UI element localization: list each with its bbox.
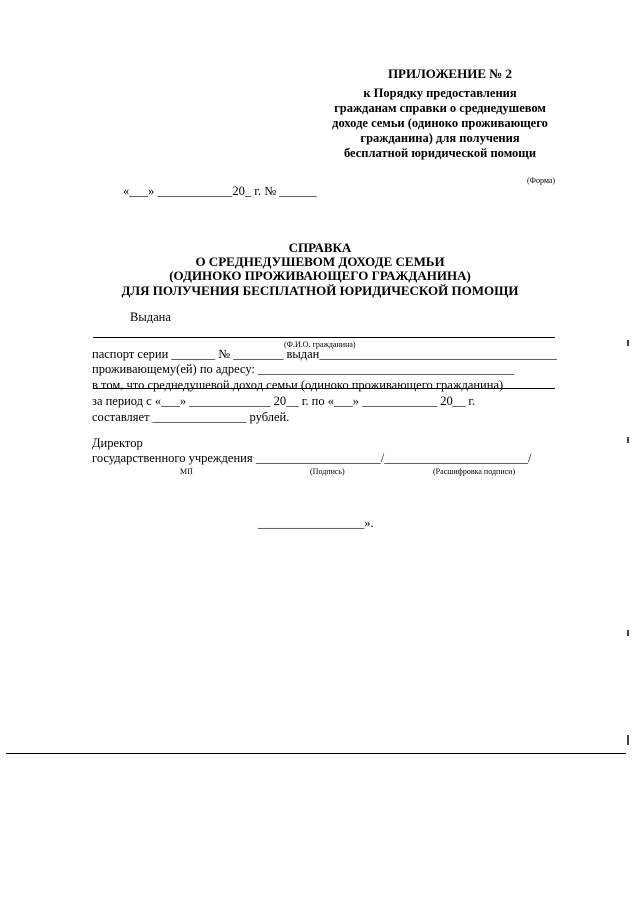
issued-to-label: Выдана (130, 310, 171, 324)
income-line: в том, что среднедушевой доход семьи (одиноко проживающего гражданина) (92, 378, 504, 392)
appendix-title: ПРИЛОЖЕНИЕ № 2 (387, 66, 513, 81)
page-divider (6, 753, 626, 754)
scan-artifact (627, 630, 629, 636)
period-line: за период с «___» _____________ 20__ г. по «___» ____________ 20__ г. (92, 394, 476, 408)
passport-line: паспорт серии _______ № ________ выдан______________________________________ (92, 347, 557, 361)
doc-heading-1: СПРАВКА (288, 240, 352, 255)
appendix-line-1: к Порядку предоставления (363, 86, 517, 100)
fio-caption: (Ф.И.О. гражданина) (284, 340, 356, 349)
doc-heading-3: (ОДИНОКО ПРОЖИВАЮЩЕГО ГРАЖДАНИНА) (169, 268, 471, 283)
appendix-line-4: гражданина) для получения (360, 131, 520, 145)
signature-caption: (Подпись) (310, 467, 345, 476)
closing-line: _________________». (258, 516, 374, 530)
appendix-line-5: бесплатной юридической помощи (343, 146, 537, 160)
fio-line (93, 337, 555, 338)
amount-line: составляет _______________ рублей. (92, 410, 290, 424)
doc-heading-2: О СРЕДНЕДУШЕВОМ ДОХОДЕ СЕМЬИ (195, 254, 445, 269)
address-line: проживающему(ей) по адресу: _________________________________________ (92, 362, 515, 376)
director-label: Директор (92, 436, 143, 450)
date-number-line: «___» ____________20_ г. № ______ (123, 184, 317, 198)
scan-artifact (627, 340, 629, 346)
appendix-line-3: доходе семьи (одиноко проживающего (332, 116, 548, 130)
appendix-line-2: гражданам справки о среднедушевом (334, 101, 546, 115)
scan-artifact (627, 735, 629, 745)
decoding-caption: (Расшифровка подписи) (433, 467, 516, 476)
doc-heading-4: ДЛЯ ПОЛУЧЕНИЯ БЕСПЛАТНОЙ ЮРИДИЧЕСКОЙ ПОМОЩИ (121, 283, 519, 298)
scan-artifact (627, 437, 629, 443)
institution-line: государственного учреждения ____________________/_______________________/ (92, 451, 532, 465)
stamp-label: МП (180, 467, 193, 476)
form-label: (Форма) (527, 176, 556, 185)
